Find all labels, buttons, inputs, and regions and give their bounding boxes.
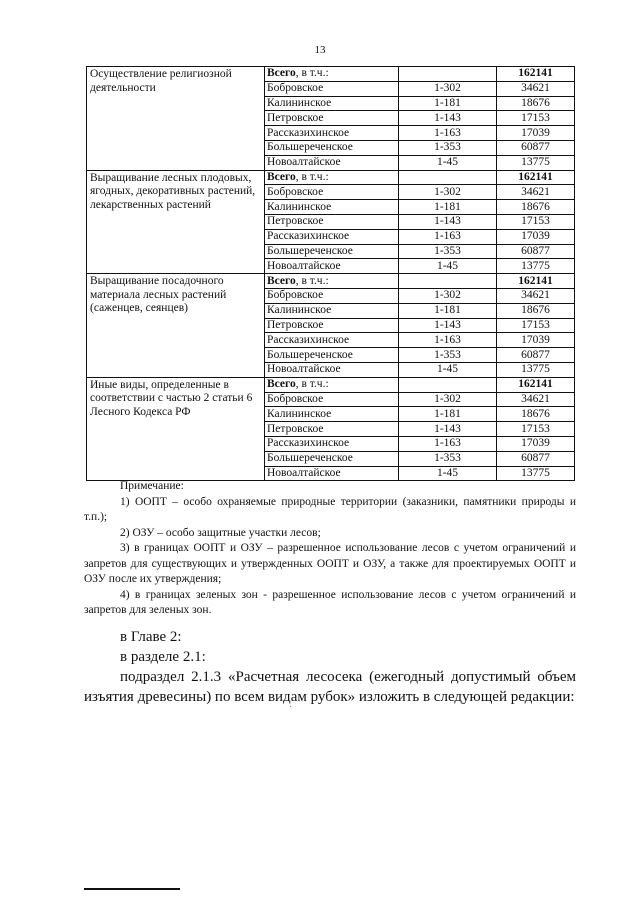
total-label-rest: , в т.ч.: bbox=[295, 67, 329, 80]
quarter-range-cell: 1-181 bbox=[399, 96, 497, 111]
quarter-range-cell: 1-143 bbox=[399, 111, 497, 126]
area-value-cell: 18676 bbox=[497, 96, 575, 111]
forestry-name-cell: Калининское bbox=[265, 303, 399, 318]
quarter-range-cell: 1-163 bbox=[399, 436, 497, 451]
quarter-range-cell: 1-353 bbox=[399, 140, 497, 155]
quarter-range-cell: 1-45 bbox=[399, 155, 497, 170]
quarter-range-cell: 1-143 bbox=[399, 214, 497, 229]
forestry-name-cell: Новоалтайское bbox=[265, 155, 399, 170]
total-label-rest: , в т.ч.: bbox=[295, 274, 329, 287]
area-value-cell: 34621 bbox=[497, 81, 575, 96]
forestry-name-cell: Рассказихинское bbox=[265, 436, 399, 451]
forestry-name-cell: Петровское bbox=[265, 318, 399, 333]
area-value-cell: 34621 bbox=[497, 185, 575, 200]
area-value-cell: 17039 bbox=[497, 126, 575, 141]
area-value-cell: 17153 bbox=[497, 422, 575, 437]
section-line: в разделе 2.1: bbox=[120, 649, 206, 665]
chapter-line: в Главе 2: bbox=[120, 629, 182, 645]
amendment-text bbox=[84, 627, 576, 707]
quarter-range-cell: 1-181 bbox=[399, 407, 497, 422]
activity-cell: Выращивание лесных плодовых, ягодных, декоративных растений, лекарственных растений bbox=[87, 170, 265, 274]
area-value-cell: 17153 bbox=[497, 318, 575, 333]
total-range-cell bbox=[399, 274, 497, 289]
total-value-cell: 162141 bbox=[497, 67, 575, 82]
area-value-cell: 60877 bbox=[497, 348, 575, 363]
total-range-cell bbox=[399, 67, 497, 82]
forestry-name-cell: Бобровское bbox=[265, 185, 399, 200]
forestry-name-cell: Петровское bbox=[265, 214, 399, 229]
land-use-table bbox=[86, 66, 575, 481]
forestry-name-cell: Калининское bbox=[265, 200, 399, 215]
area-value-cell: 34621 bbox=[497, 288, 575, 303]
area-value-cell: 17153 bbox=[497, 214, 575, 229]
forestry-name-cell: Новоалтайское bbox=[265, 259, 399, 274]
forestry-name-cell: Петровское bbox=[265, 422, 399, 437]
quarter-range-cell: 1-45 bbox=[399, 362, 497, 377]
total-label-rest: , в т.ч.: bbox=[295, 378, 329, 391]
quarter-range-cell: 1-353 bbox=[399, 244, 497, 259]
quarter-range-cell: 1-181 bbox=[399, 303, 497, 318]
forestry-name-cell: Бобровское bbox=[265, 81, 399, 96]
quarter-range-cell: 1-163 bbox=[399, 126, 497, 141]
area-value-cell: 18676 bbox=[497, 200, 575, 215]
area-value-cell: 13775 bbox=[497, 259, 575, 274]
forestry-name-cell: Рассказихинское bbox=[265, 333, 399, 348]
total-range-cell bbox=[399, 377, 497, 392]
quarter-range-cell: 1-181 bbox=[399, 200, 497, 215]
forestry-name-cell: Новоалтайское bbox=[265, 466, 399, 481]
notes-title: Примечание: bbox=[120, 480, 184, 492]
total-label-bold: Всего bbox=[267, 378, 296, 391]
note-item-1: 1) ООПТ – особо охраняемые природные территории (заказники, памятники природы и т.п.); bbox=[84, 495, 576, 523]
total-label-bold: Всего bbox=[267, 170, 296, 183]
footer-rule bbox=[84, 888, 180, 890]
quarter-range-cell: 1-353 bbox=[399, 348, 497, 363]
forestry-name-cell: Бобровское bbox=[265, 288, 399, 303]
forestry-name-cell: Большереченское bbox=[265, 140, 399, 155]
area-value-cell: 34621 bbox=[497, 392, 575, 407]
total-value-cell: 162141 bbox=[497, 274, 575, 289]
forestry-name-cell: Большереченское bbox=[265, 244, 399, 259]
forestry-name-cell: Рассказихинское bbox=[265, 126, 399, 141]
forestry-name-cell: Большереченское bbox=[265, 348, 399, 363]
forestry-name-cell: Большереченское bbox=[265, 451, 399, 466]
notes-section bbox=[84, 479, 576, 619]
quarter-range-cell: 1-45 bbox=[399, 466, 497, 481]
table-row bbox=[87, 67, 575, 82]
forestry-name-cell: Петровское bbox=[265, 111, 399, 126]
total-label-cell bbox=[265, 67, 399, 82]
forestry-name-cell: Новоалтайское bbox=[265, 362, 399, 377]
table-body bbox=[87, 67, 575, 481]
area-value-cell: 13775 bbox=[497, 466, 575, 481]
quarter-range-cell: 1-302 bbox=[399, 185, 497, 200]
area-value-cell: 17039 bbox=[497, 436, 575, 451]
table-row bbox=[87, 274, 575, 289]
forestry-name-cell: Калининское bbox=[265, 96, 399, 111]
total-label-bold: Всего bbox=[267, 67, 296, 80]
area-value-cell: 17153 bbox=[497, 111, 575, 126]
total-value-cell: 162141 bbox=[497, 377, 575, 392]
area-value-cell: 17039 bbox=[497, 229, 575, 244]
total-label-bold: Всего bbox=[267, 274, 296, 287]
area-value-cell: 13775 bbox=[497, 362, 575, 377]
quarter-range-cell: 1-163 bbox=[399, 333, 497, 348]
quarter-range-cell: 1-45 bbox=[399, 259, 497, 274]
area-value-cell: 60877 bbox=[497, 140, 575, 155]
area-value-cell: 13775 bbox=[497, 155, 575, 170]
total-value-cell: 162141 bbox=[497, 170, 575, 185]
note-item-2: 2) ОЗУ – особо защитные участки лесов; bbox=[120, 526, 321, 539]
forestry-name-cell: Рассказихинское bbox=[265, 229, 399, 244]
area-value-cell: 18676 bbox=[497, 303, 575, 318]
quarter-range-cell: 1-163 bbox=[399, 229, 497, 244]
table-row bbox=[87, 170, 575, 185]
quarter-range-cell: 1-143 bbox=[399, 318, 497, 333]
area-value-cell: 60877 bbox=[497, 244, 575, 259]
total-label-cell bbox=[265, 274, 399, 289]
note-item-4: 4) в границах зеленых зон - разрешенное использование лесов с учетом ограничений и запретов для зеленых зон. bbox=[84, 588, 576, 616]
area-value-cell: 60877 bbox=[497, 451, 575, 466]
scan-dot bbox=[290, 706, 291, 707]
quarter-range-cell: 1-143 bbox=[399, 422, 497, 437]
quarter-range-cell: 1-302 bbox=[399, 392, 497, 407]
activity-cell: Иные виды, определенные в соответствии с частью 2 статьи 6 Лесного Кодекса РФ bbox=[87, 377, 265, 481]
forestry-name-cell: Бобровское bbox=[265, 392, 399, 407]
area-value-cell: 17039 bbox=[497, 333, 575, 348]
area-value-cell: 18676 bbox=[497, 407, 575, 422]
total-range-cell bbox=[399, 170, 497, 185]
table-row bbox=[87, 377, 575, 392]
quarter-range-cell: 1-302 bbox=[399, 288, 497, 303]
subsection-paragraph: подраздел 2.1.3 «Расчетная лесосека (ежегодный допустимый объем изъятия древесины) по всем видам рубок» изложить в следующей редакции: bbox=[84, 669, 576, 705]
total-label-cell bbox=[265, 377, 399, 392]
total-label-rest: , в т.ч.: bbox=[295, 170, 329, 183]
quarter-range-cell: 1-353 bbox=[399, 451, 497, 466]
forestry-name-cell: Калининское bbox=[265, 407, 399, 422]
page-number: 13 bbox=[314, 44, 326, 56]
total-label-cell bbox=[265, 170, 399, 185]
note-item-3: 3) в границах ООПТ и ОЗУ – разрешенное использование лесов с учетом ограничений и запретов для существующих и утвержденных ООПТ и ОЗУ, а также для проектируемых ООПТ и ОЗУ после их утверждения; bbox=[84, 542, 576, 585]
quarter-range-cell: 1-302 bbox=[399, 81, 497, 96]
activity-cell: Осуществление религиозной деятельности bbox=[87, 67, 265, 171]
activity-cell: Выращивание посадочного материала лесных растений (саженцев, сеянцев) bbox=[87, 274, 265, 378]
